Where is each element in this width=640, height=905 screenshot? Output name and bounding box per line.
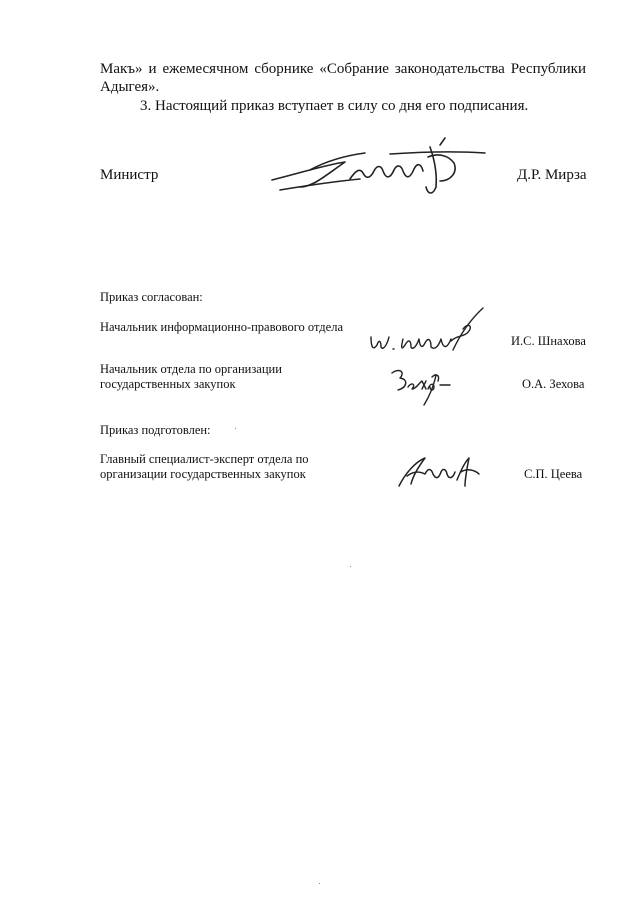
scan-speck — [319, 883, 320, 884]
signature-shnakhova — [365, 305, 495, 360]
scan-speck — [350, 566, 351, 567]
scan-speck — [235, 428, 236, 429]
paragraph-effective-date: 3. Настоящий приказ вступает в силу со дня его подписания. — [140, 98, 529, 114]
minister-name: Д.Р. Мирза — [517, 167, 587, 183]
minister-title: Министр — [100, 167, 159, 183]
paragraph-line: Макъ» и ежемесячном сборнике «Собрание законодательства Республики — [100, 61, 586, 77]
prepared-position: организации государственных закупок — [100, 467, 306, 481]
prepared-heading: Приказ подготовлен: — [100, 423, 211, 437]
approval-heading: Приказ согласован: — [100, 290, 203, 304]
approval-position: Начальник информационно-правового отдела — [100, 320, 344, 334]
signature-zekhova — [388, 365, 458, 410]
approval-name: О.А. Зехова — [522, 377, 585, 391]
prepared-name: С.П. Цеева — [524, 467, 583, 481]
signature-tseeva — [395, 452, 485, 492]
approval-position: государственных закупок — [100, 377, 236, 391]
minister-signature — [270, 135, 490, 205]
paragraph-line: Адыгея». — [100, 79, 160, 95]
prepared-position: Главный специалист-эксперт отдела по — [100, 452, 309, 466]
approval-position: Начальник отдела по организации — [100, 362, 282, 376]
approval-name: И.С. Шнахова — [511, 334, 586, 348]
